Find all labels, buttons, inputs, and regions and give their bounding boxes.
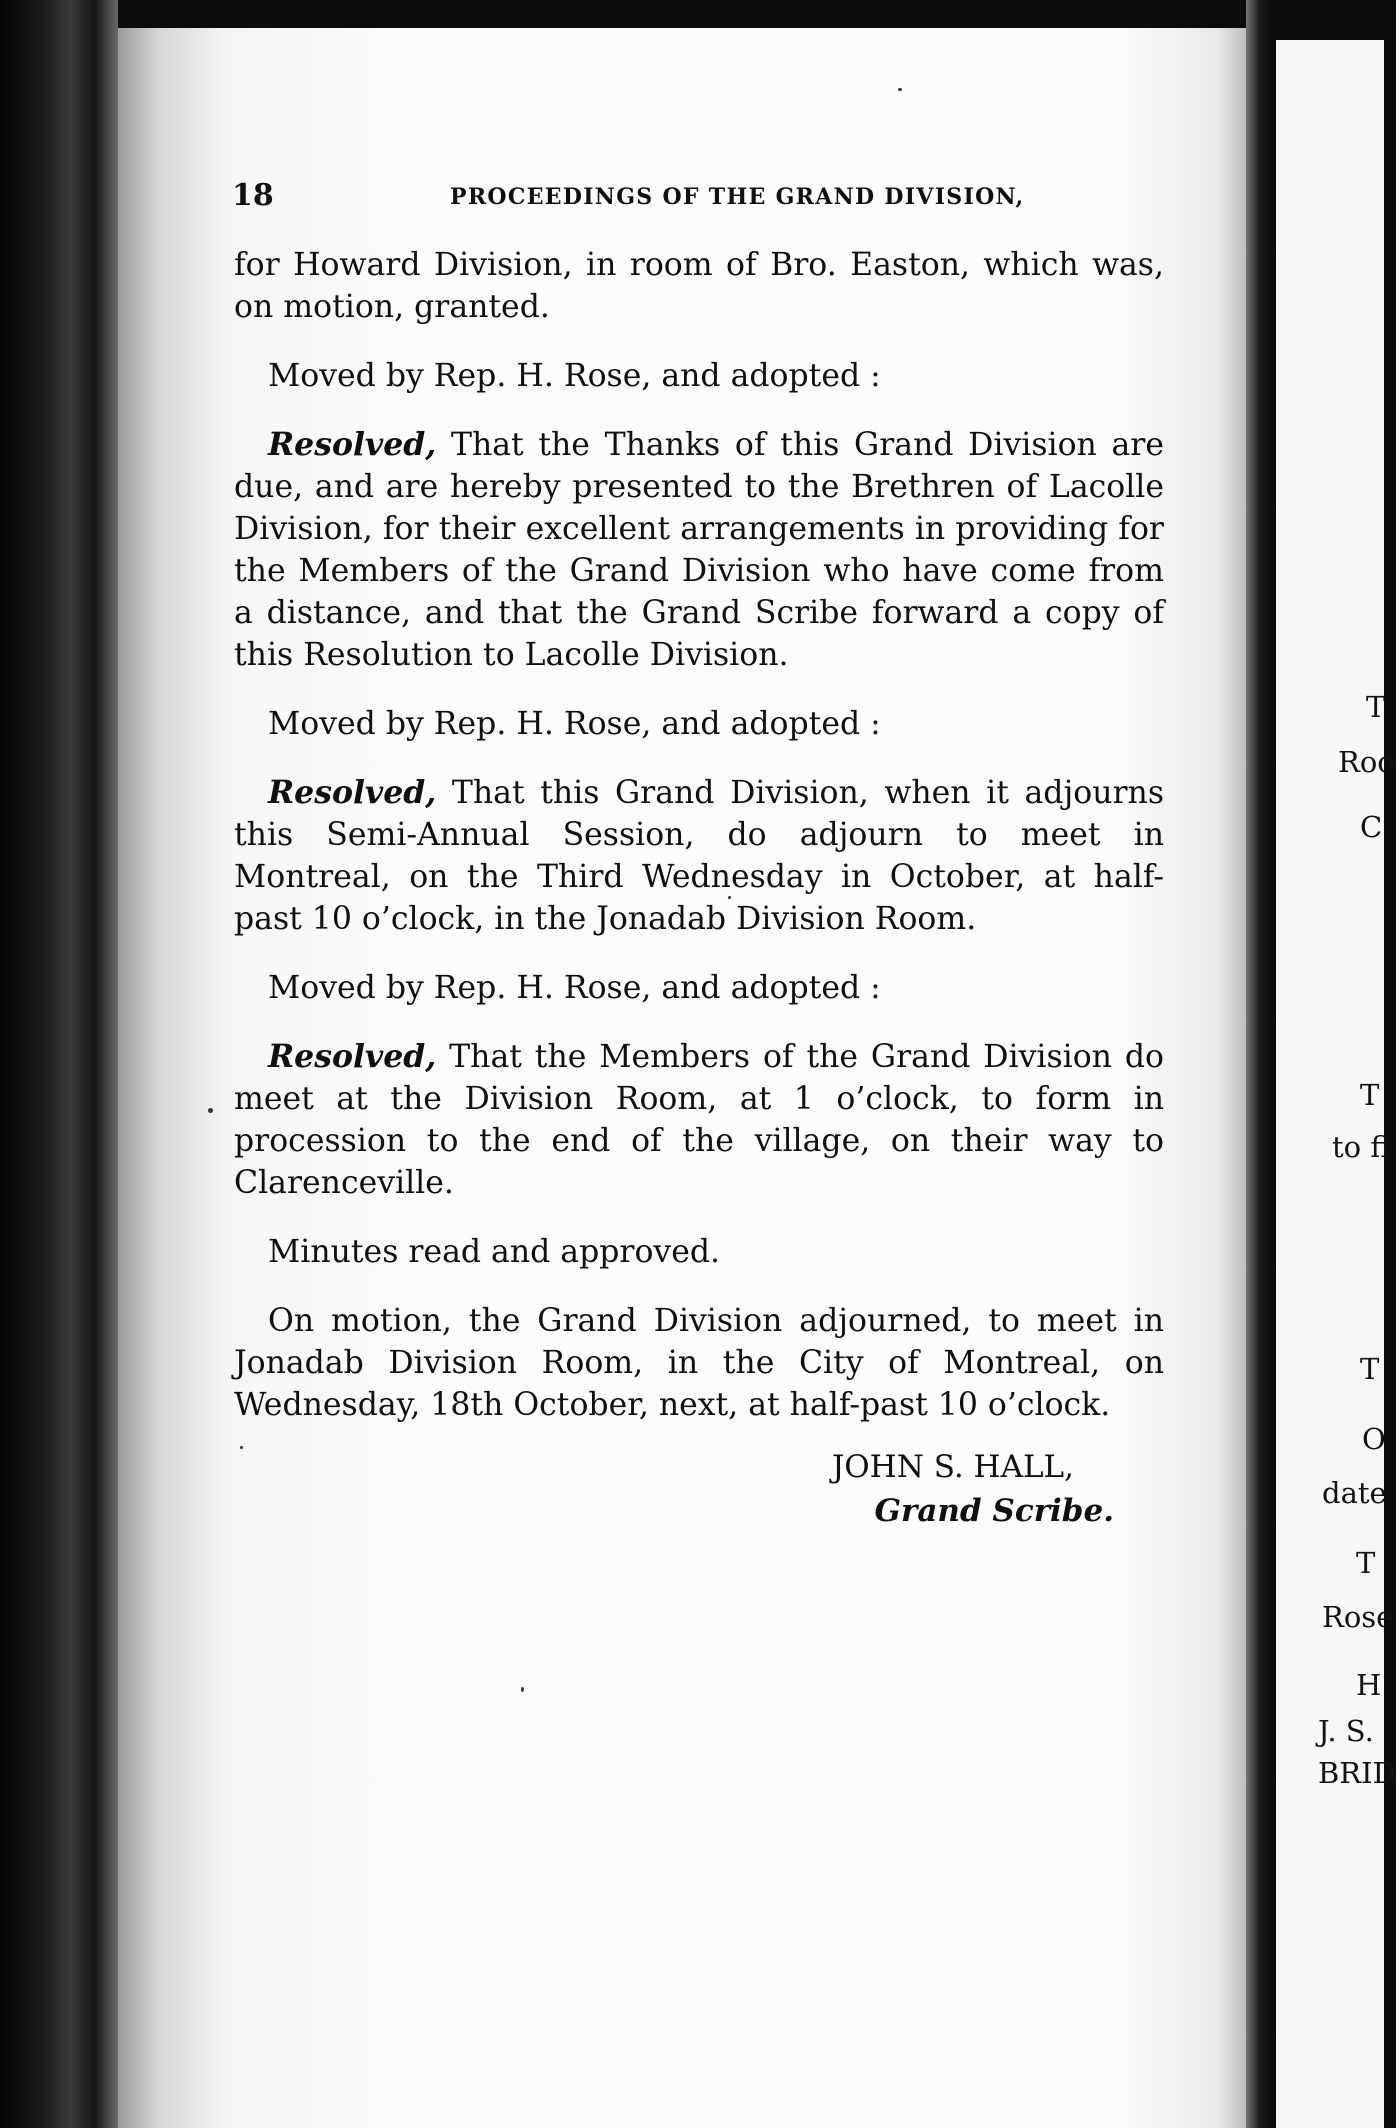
resolution [234, 1036, 1164, 1204]
paragraph-text: On motion, the Grand Division adjourned, to meet in Jonadab Division Room, in the City of Montreal, on Wednesday, 18th October, next, at half-past 10 o’clock. [234, 1303, 1164, 1423]
paragraph-text: Moved by Rep. H. Rose, and adopted : [268, 358, 881, 394]
print-speck [898, 88, 902, 91]
resolved-label: Resolved, [268, 1038, 437, 1075]
paragraph-text: for Howard Division, in room of Bro. Easton, which was, on motion, granted. [234, 247, 1164, 325]
paragraph-text: Moved by Rep. H. Rose, and adopted : [268, 970, 881, 1006]
facing-page-fragment: BRID [1318, 1756, 1396, 1790]
page-body [234, 244, 1164, 1533]
resolution-text: That the Members of the Grand Division do meet at the Division Room, at 1 o’clock, to form in procession to the end of the village, on their way to Clarenceville. [234, 1039, 1164, 1201]
signature-block [234, 1445, 1164, 1533]
facing-page-fragment: Roo [1338, 745, 1395, 779]
resolution [234, 772, 1164, 940]
paragraph [234, 244, 1164, 328]
paragraph-text: Moved by Rep. H. Rose, and adopted : [268, 706, 881, 742]
print-speck [521, 1687, 524, 1692]
paragraph-text: Minutes read and approved. [268, 1234, 721, 1270]
resolution-text: That this Grand Division, when it adjourns this Semi-Annual Session, do adjourn to meet in Montreal, on the Third Wednesday in October, at half-past 10 o’clock, in the Jonadab Division Room. [234, 775, 1164, 937]
motion-line [234, 355, 1164, 397]
facing-page-fragment: T [1356, 1546, 1376, 1580]
resolution [234, 424, 1164, 676]
resolution-text: That the Thanks of this Grand Division are due, and are hereby presented to the Brethren of Lacolle Division, for their excellent arrangements in providing for the Members of the Grand Division who have come from a distance, and that the Grand Scribe forward a copy of this Resolution to Lacolle Division. [234, 427, 1164, 673]
motion-line [234, 703, 1164, 745]
facing-page-fragment: T [1360, 1352, 1380, 1386]
facing-page-fragment: T [1360, 1078, 1380, 1112]
facing-page-fragment: O [1362, 1422, 1386, 1456]
facing-page-fragment: to fi [1332, 1130, 1390, 1164]
page-gutter [1246, 0, 1276, 2128]
page-header [0, 178, 1384, 218]
running-head: PROCEEDINGS OF THE GRAND DIVISION, [450, 184, 1025, 210]
minutes-line [234, 1231, 1164, 1273]
facing-page-fragment: J. S. [1318, 1714, 1374, 1748]
facing-page-fragment: T [1366, 690, 1386, 724]
motion-line [234, 967, 1164, 1009]
facing-page-fragment: H [1356, 1668, 1382, 1702]
adjournment-paragraph [234, 1300, 1164, 1426]
book-spine-shadow [0, 0, 118, 2128]
print-speck [208, 1108, 213, 1113]
resolved-label: Resolved, [268, 426, 437, 463]
signatory-name: JOHN S. HALL, [831, 1449, 1074, 1485]
facing-page-fragment: date [1322, 1476, 1387, 1510]
facing-page-fragment: Rose [1322, 1600, 1394, 1634]
signatory-title: Grand Scribe. [874, 1493, 1114, 1529]
resolved-label: Resolved, [268, 774, 437, 811]
page-number: 18 [232, 178, 274, 213]
facing-page-fragment: C [1360, 810, 1383, 844]
